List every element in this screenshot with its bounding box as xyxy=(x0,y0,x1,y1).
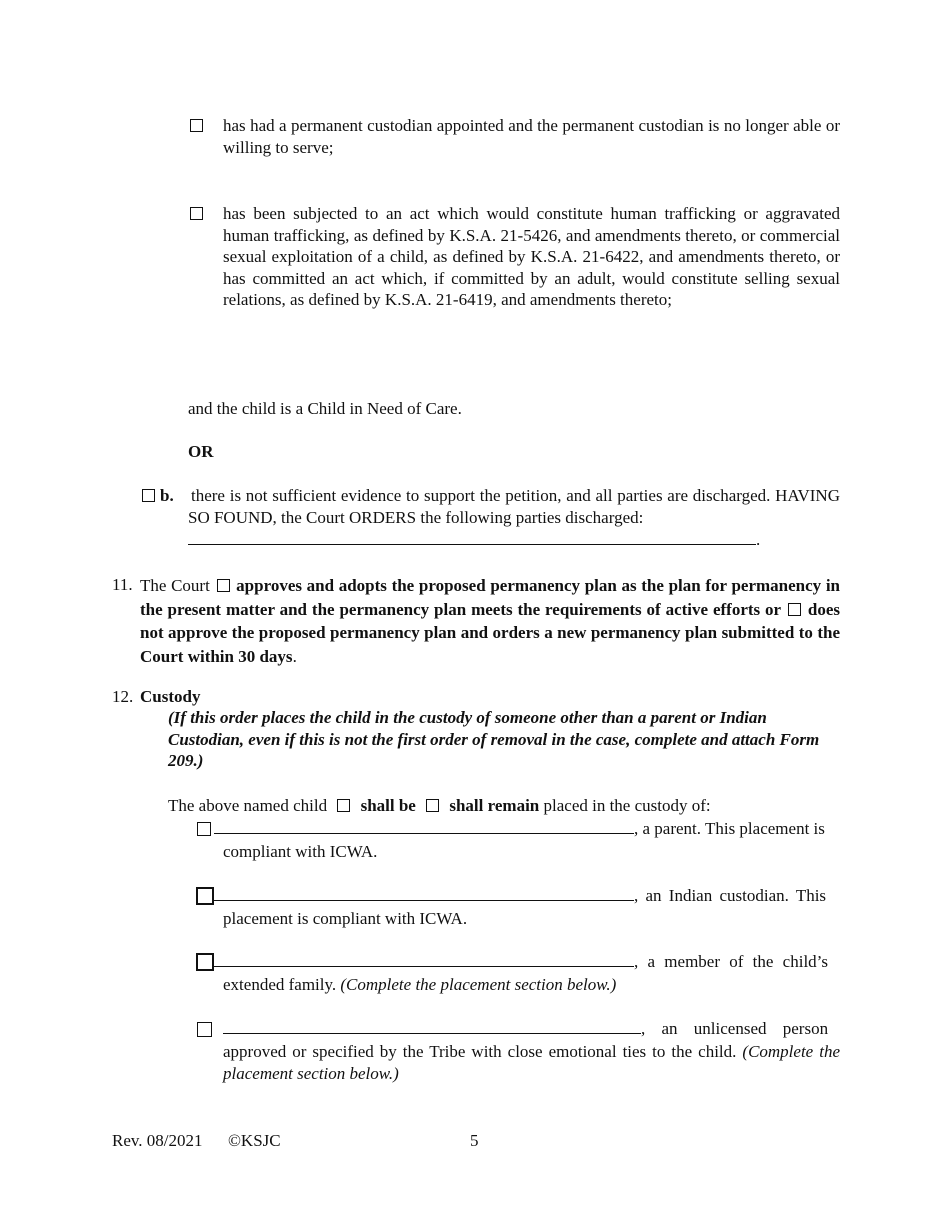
shall-remain-label: shall remain xyxy=(449,796,540,815)
not-approve-plan-checkbox[interactable] xyxy=(788,603,801,616)
section-11-lead: The Court xyxy=(140,576,210,595)
unlicensed-person-option-tail: , an unlicensed person xyxy=(641,1019,829,1038)
trafficking-checkbox[interactable] xyxy=(190,207,203,220)
parent-name-field[interactable] xyxy=(214,818,634,834)
trafficking-text: has been subjected to an act which would constitute human trafficking or aggravated human trafficking, as defined by K.S.A. 21-5426, and amendments thereto, or commercial sexual exploitation of a child, as defined by K.S.A. 21-6422, and amendments thereto, or has committed an act which, if committed by an adult, would constitute selling sexual relations, as defined by K.S.A. 21-6419, and amendments thereto; xyxy=(223,204,840,309)
unlicensed-person-checkbox[interactable] xyxy=(197,1022,212,1037)
footer-copyright: ©KSJC xyxy=(228,1131,281,1150)
section-12-number: 12. xyxy=(112,687,134,706)
section-11-end: . xyxy=(292,646,297,666)
unlicensed-person-name-field[interactable] xyxy=(223,1018,641,1034)
footer-revision: Rev. 08/2021 xyxy=(112,1131,203,1150)
approve-plan-text: approves and adopts the proposed permanency plan as the plan for permanency in the present matter and the permanency plan meets the requirements of active efforts or xyxy=(140,576,841,619)
extended-family-option-continuation xyxy=(223,974,616,996)
extended-family-option-row xyxy=(214,951,828,973)
section-11-text xyxy=(140,574,840,668)
extended-family-name-field[interactable] xyxy=(214,951,634,967)
custody-tail: placed in the custody of: xyxy=(543,796,711,815)
unlicensed-person-cont-text: approved or specified by the Tribe with close emotional ties to the child. xyxy=(223,1042,737,1061)
shall-remain-checkbox[interactable] xyxy=(426,799,439,812)
unlicensed-person-note: (Complete the placement section below.) xyxy=(223,1042,840,1083)
extended-family-cont-text: extended family. xyxy=(223,975,337,994)
extended-family-note: (Complete the placement section below.) xyxy=(340,975,617,994)
page-number: 5 xyxy=(470,1131,479,1150)
discharged-parties-line-row xyxy=(188,529,760,551)
approve-plan-checkbox[interactable] xyxy=(217,579,230,592)
custodian-text: has had a permanent custodian appointed and the permanent custodian is no longer able or willing to serve; xyxy=(223,116,840,157)
section-11-number: 11. xyxy=(112,575,133,594)
custody-lead: The above named child xyxy=(168,796,328,815)
not-approve-plan-text: does not approve the proposed permanency plan and orders a new permanency plan submitted to the Court within 30 days xyxy=(140,599,840,666)
unlicensed-person-option-row xyxy=(223,1018,828,1040)
custody-statement xyxy=(168,795,711,817)
parent-option-tail: , a parent. This placement is xyxy=(634,819,825,838)
indian-custodian-option-tail: , an Indian custodian. This xyxy=(634,886,827,905)
parent-option-row xyxy=(214,818,825,840)
option-b-checkbox[interactable] xyxy=(142,489,155,502)
shall-be-checkbox[interactable] xyxy=(337,799,350,812)
option-b-end: . xyxy=(756,530,761,549)
option-b-label: b. xyxy=(160,486,174,505)
extended-family-option-tail: , a member of the child’s xyxy=(634,952,829,971)
parent-option-continuation: compliant with ICWA. xyxy=(223,842,378,861)
custody-heading: Custody xyxy=(140,687,201,706)
indian-custodian-option-continuation: placement is compliant with ICWA. xyxy=(223,909,468,928)
custody-note: (If this order places the child in the custody of someone other than a parent or Indian Custodian, even if this is not the first order of removal in the case, complete and attach Form 209.) xyxy=(168,708,820,770)
discharged-parties-field[interactable] xyxy=(188,529,756,545)
indian-custodian-checkbox[interactable] xyxy=(196,887,214,905)
unlicensed-person-option-continuation xyxy=(223,1041,840,1084)
extended-family-checkbox[interactable] xyxy=(196,953,214,971)
custodian-checkbox[interactable] xyxy=(190,119,203,132)
child-in-need-of-care-statement: and the child is a Child in Need of Care. xyxy=(188,399,462,418)
shall-be-label: shall be xyxy=(360,796,416,815)
or-label: OR xyxy=(188,442,214,461)
indian-custodian-option-row xyxy=(214,885,826,907)
option-b-text: there is not sufficient evidence to support the petition, and all parties are discharged. HAVING SO FOUND, the Court ORDERS the following parties discharged: xyxy=(188,486,840,527)
parent-checkbox[interactable] xyxy=(197,822,211,836)
indian-custodian-name-field[interactable] xyxy=(214,885,634,901)
